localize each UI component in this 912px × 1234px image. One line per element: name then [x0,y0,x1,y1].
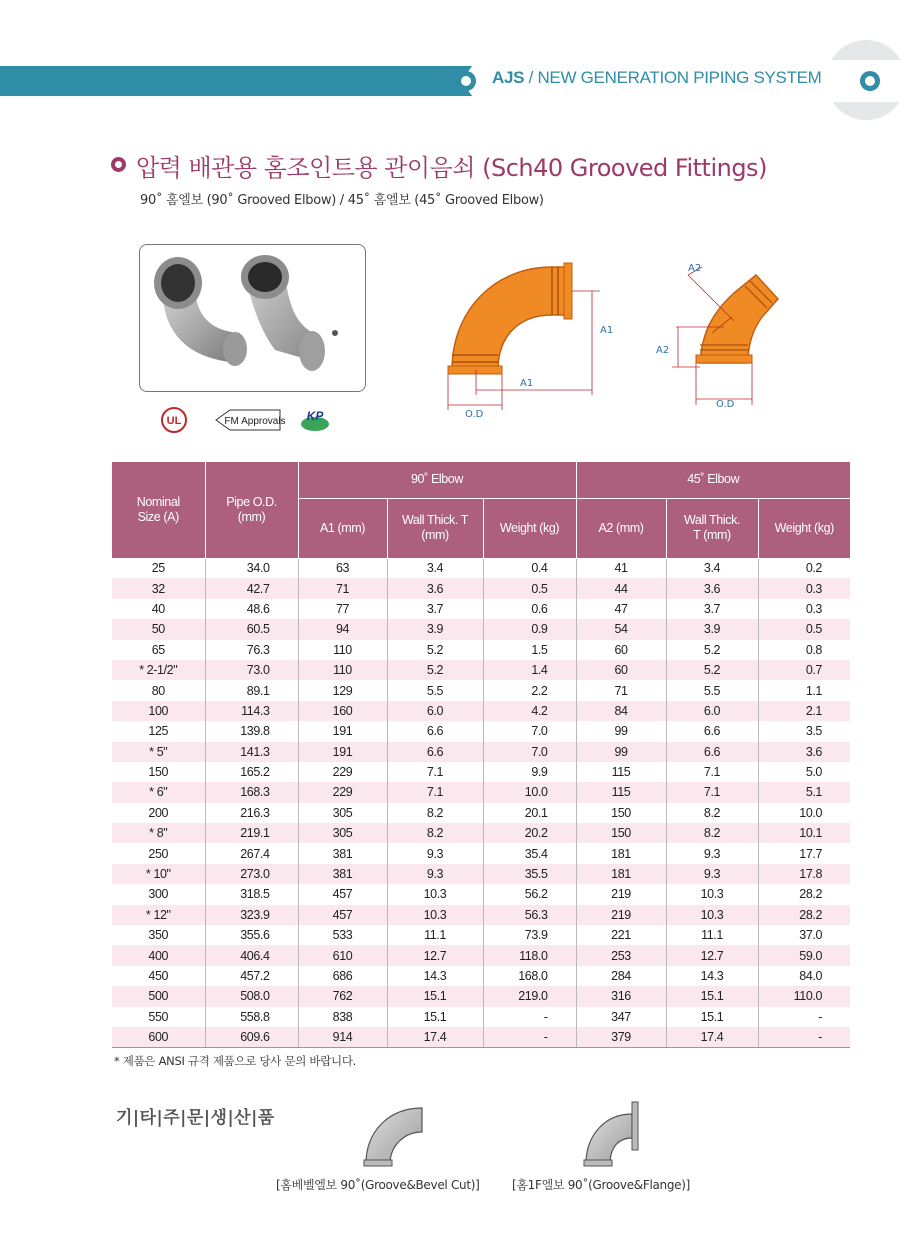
table-cell: 141.3 [205,742,298,762]
table-cell: 50 [112,619,205,639]
spec-table-body [112,558,850,1047]
table-cell: 44 [576,578,666,598]
table-cell: 191 [298,742,387,762]
table-cell: * 12" [112,905,205,925]
table-cell: 3.4 [666,558,758,578]
table-row [112,986,850,1006]
table-cell: 10.3 [666,905,758,925]
table-cell: 65 [112,640,205,660]
table-cell: 11.1 [387,925,483,945]
table-cell: 4.2 [483,701,576,721]
page-title: 압력 배관용 홈조인트용 관이음쇠 (Sch40 Grooved Fittings) [136,154,767,182]
fm-approvals-logo: FM Approvals [224,416,286,427]
table-cell: 8.2 [666,803,758,823]
table-cell: 5.1 [758,782,850,802]
kp-logo: KP [306,409,324,423]
table-cell: 6.0 [387,701,483,721]
table-cell: 37.0 [799,928,822,943]
table-cell: 305 [298,803,387,823]
table-cell: 110 [298,640,387,660]
ul-logo: UL [166,415,182,427]
table-cell: 400 [112,945,205,965]
table-cell: 229 [298,762,387,782]
table-cell: 457 [298,884,387,904]
table-cell: 47 [576,599,666,619]
table-cell: 381 [298,864,387,884]
table-cell: 0.7 [758,660,850,680]
table-cell: 347 [576,1007,666,1027]
od-label-90: O.D [465,409,484,420]
table-cell: 20.2 [483,823,576,843]
table-cell: 8.2 [387,823,483,843]
table-row [112,925,850,945]
group-header-45-elbow: 45˚ Elbow [576,462,850,498]
table-cell: 229 [298,782,387,802]
table-cell: 0.3 [805,601,822,616]
table-cell: 71 [576,680,666,700]
table-cell: 273.0 [205,864,298,884]
table-row [112,884,850,904]
table-cell: 17.7 [799,846,822,861]
table-cell: * 10" [112,864,205,884]
table-cell: 7.0 [483,742,576,762]
table-row [112,1007,850,1027]
table-cell: 12.7 [387,945,483,965]
table-cell: 168.0 [483,966,576,986]
elbow-90-diagram [440,255,640,420]
table-cell: 34.0 [205,558,298,578]
table-cell: 11.1 [666,925,758,945]
group-header-90-elbow: 90˚ Elbow [298,462,576,498]
table-row [112,762,850,782]
table-cell: 28.2 [799,887,822,902]
table-cell: 115 [576,762,666,782]
table-cell: 379 [576,1027,666,1047]
table-cell: 10.3 [666,884,758,904]
table-cell: - [483,1027,576,1047]
caption-groove-bevel: [홈베벨엘보 90˚(Groove&Bevel Cut)] [276,1178,480,1192]
table-cell: 48.6 [205,599,298,619]
table-cell: 219.1 [205,823,298,843]
table-cell: 323.9 [205,905,298,925]
table-cell: - [818,1009,822,1024]
table-row [112,864,850,884]
table-cell: 7.1 [666,782,758,802]
table-cell: 9.9 [483,762,576,782]
table-cell: 17.4 [666,1027,758,1047]
table-cell: 71 [298,578,387,598]
table-row [112,599,850,619]
table-cell: 99 [576,721,666,741]
table-cell: 94 [298,619,387,639]
table-cell: 35.4 [483,843,576,863]
table-cell: 41 [576,558,666,578]
table-cell: 42.7 [205,578,298,598]
table-cell: 350 [112,925,205,945]
table-cell: 181 [576,864,666,884]
header-title [492,68,822,88]
table-cell: 150 [576,823,666,843]
spec-table [112,462,850,1048]
table-cell: 406.4 [205,945,298,965]
table-cell: 6.6 [666,721,758,741]
table-cell: 60 [576,640,666,660]
table-cell: 500 [112,986,205,1006]
table-row [112,905,850,925]
table-cell: 508.0 [205,986,298,1006]
col-header-a1: A1 (mm) [298,498,387,558]
table-cell: 165.2 [205,762,298,782]
table-cell: 9.3 [666,864,758,884]
table-cell: * 6" [112,782,205,802]
table-cell: 76.3 [205,640,298,660]
table-row [112,558,850,578]
table-cell: 1.4 [483,660,576,680]
table-cell: 9.3 [387,843,483,863]
table-cell: 200 [112,803,205,823]
elbow-45-diagram [652,255,782,415]
table-cell: 15.1 [387,1007,483,1027]
table-cell: 3.6 [758,742,850,762]
other-products-heading: 기|타|주|문|생|산|품 [116,1108,275,1128]
table-cell: 9.3 [666,843,758,863]
groove-bevel-elbow-image [360,1102,470,1174]
table-cell: 3.5 [805,724,822,739]
table-cell: 316 [576,986,666,1006]
table-cell: 450 [112,966,205,986]
table-cell: 10.0 [483,782,576,802]
table-cell: 0.5 [483,578,576,598]
table-cell: 5.5 [666,680,758,700]
table-cell: 35.5 [483,864,576,884]
table-cell: 20.1 [483,803,576,823]
table-cell: 84.0 [799,969,822,983]
table-cell: 110 [298,660,387,680]
table-row [112,782,850,802]
table-cell: 139.8 [205,721,298,741]
table-cell: 10.0 [799,805,822,820]
table-cell: 59.0 [758,945,850,965]
table-cell: 3.7 [387,599,483,619]
table-cell: 84 [576,701,666,721]
table-cell: 0.6 [483,599,576,619]
table-cell: 12.7 [666,945,758,965]
table-cell: 533 [298,925,387,945]
table-cell: 250 [112,843,205,863]
table-cell: 14.3 [666,966,758,986]
table-cell: 15.1 [666,1007,758,1027]
col-header-nominal-size: Nominal Size (A) [112,462,205,558]
table-cell: 56.3 [483,905,576,925]
table-cell: 191 [298,721,387,741]
table-cell: 558.8 [205,1007,298,1027]
table-cell: 0.2 [805,561,822,576]
table-cell: 219 [576,884,666,904]
table-cell: 5.2 [666,660,758,680]
table-cell: 2.2 [483,680,576,700]
table-cell: 114.3 [205,701,298,721]
table-cell: 1.5 [483,640,576,660]
table-cell: 7.0 [483,721,576,741]
table-cell: 1.1 [805,683,822,698]
section-bullet-icon [111,157,126,172]
table-cell: 118.0 [483,945,576,965]
table-row [112,823,850,843]
table-cell: 25 [112,558,205,578]
table-cell: 216.3 [205,803,298,823]
table-cell: 7.1 [387,762,483,782]
table-row [112,680,850,700]
brand-name: AJS [492,68,525,87]
a1-vertical-label: A1 [600,325,614,336]
table-cell: 3.6 [666,578,758,598]
table-row [112,742,850,762]
table-cell: 355.6 [205,925,298,945]
table-row [112,966,850,986]
table-cell: 40 [112,599,205,619]
table-cell: 253 [576,945,666,965]
col-header-weight-90: Weight (kg) [483,498,576,558]
table-cell: 914 [298,1027,387,1047]
table-row [112,945,850,965]
table-cell: 14.3 [387,966,483,986]
table-cell: 6.6 [387,742,483,762]
table-cell: 80 [112,680,205,700]
header-tagline: NEW GENERATION PIPING SYSTEM [537,68,822,87]
table-cell: 300 [112,884,205,904]
table-cell: 10.1 [758,823,850,843]
page-subtitle: 90˚ 홈엘보 (90˚ Grooved Elbow) / 45˚ 홈엘보 (45˚ Grooved Elbow) [140,193,544,208]
table-cell: 550 [112,1007,205,1027]
table-row [112,701,850,721]
table-cell: 762 [298,986,387,1006]
table-cell: 219 [576,905,666,925]
table-cell: 10.3 [387,905,483,925]
table-cell: 17.8 [758,864,850,884]
od-label-45: O.D [716,399,735,410]
table-row [112,619,850,639]
table-row [112,640,850,660]
table-cell: - [758,1027,850,1047]
table-cell: 99 [576,742,666,762]
col-header-wall-45: Wall Thick. T (mm) [666,498,758,558]
a2-top-label: A2 [688,263,702,274]
table-cell: 2.1 [758,701,850,721]
table-cell: 150 [576,803,666,823]
header-separator: / [524,68,538,87]
table-cell: 3.6 [387,578,483,598]
header-dot-icon [456,71,476,91]
table-cell: 100 [112,701,205,721]
table-cell: 115 [576,782,666,802]
table-cell: 221 [576,925,666,945]
table-cell: 7.1 [387,782,483,802]
table-cell: 0.9 [483,619,576,639]
table-cell: 5.2 [387,640,483,660]
table-cell: 129 [298,680,387,700]
product-photo [139,244,366,392]
table-cell: 168.3 [205,782,298,802]
table-cell: 686 [298,966,387,986]
a1-horizontal-label: A1 [520,378,534,389]
table-cell: 305 [298,823,387,843]
table-cell: 15.1 [387,986,483,1006]
table-cell: 3.7 [666,599,758,619]
col-header-weight-45: Weight (kg) [758,498,850,558]
table-cell: 267.4 [205,843,298,863]
table-cell: 60 [576,660,666,680]
table-cell: 60.5 [205,619,298,639]
table-cell: 600 [112,1027,205,1047]
table-cell: 56.2 [483,884,576,904]
table-row [112,578,850,598]
table-cell: 838 [298,1007,387,1027]
table-cell: 0.8 [805,642,822,657]
table-cell: 610 [298,945,387,965]
col-header-wall-90: Wall Thick. T (mm) [387,498,483,558]
table-cell: 28.2 [758,905,850,925]
table-cell: 219.0 [483,986,576,1006]
table-cell: 457.2 [205,966,298,986]
table-cell: 457 [298,905,387,925]
table-cell: * 8" [112,823,205,843]
table-cell: 3.4 [387,558,483,578]
table-row [112,721,850,741]
table-cell: 9.3 [387,864,483,884]
table-cell: 77 [298,599,387,619]
groove-flange-elbow-image [580,1100,650,1174]
table-cell: 0.4 [483,558,576,578]
table-cell: 318.5 [205,884,298,904]
table-cell: 181 [576,843,666,863]
table-cell: 6.6 [387,721,483,741]
table-cell: 609.6 [205,1027,298,1047]
table-cell: 89.1 [205,680,298,700]
table-cell: 3.9 [387,619,483,639]
table-cell: 17.4 [387,1027,483,1047]
table-cell: 6.6 [666,742,758,762]
caption-groove-flange: [홈1F엘보 90˚(Groove&Flange)] [512,1178,691,1192]
table-cell: 5.0 [805,765,822,780]
certification-logos [160,404,360,436]
col-header-a2: A2 (mm) [576,498,666,558]
table-cell: 381 [298,843,387,863]
table-cell: 125 [112,721,205,741]
header-end-dot-icon [860,71,880,91]
table-cell: 63 [298,558,387,578]
table-cell: 15.1 [666,986,758,1006]
a2-side-label: A2 [656,345,670,356]
table-cell: 5.2 [666,640,758,660]
table-cell: 10.3 [387,884,483,904]
table-cell: 0.5 [758,619,850,639]
table-cell: 73.0 [205,660,298,680]
table-cell: 5.5 [387,680,483,700]
table-cell: 150 [112,762,205,782]
table-cell: 6.0 [666,701,758,721]
table-row [112,843,850,863]
table-cell: 3.9 [666,619,758,639]
table-cell: 8.2 [387,803,483,823]
table-row [112,660,850,680]
table-cell: 0.3 [758,578,850,598]
table-cell: * 5" [112,742,205,762]
table-row [112,803,850,823]
table-cell: - [483,1007,576,1027]
table-cell: 32 [112,578,205,598]
col-header-pipe-od: Pipe O.D. (mm) [205,462,298,558]
table-cell: * 2-1/2" [112,660,205,680]
table-cell: 8.2 [666,823,758,843]
table-cell: 110.0 [758,986,850,1006]
table-row [112,1027,850,1047]
table-cell: 54 [576,619,666,639]
table-cell: 7.1 [666,762,758,782]
table-cell: 5.2 [387,660,483,680]
table-cell: 284 [576,966,666,986]
table-cell: 73.9 [483,925,576,945]
ansi-note: * 제품은 ANSI 규격 제품으로 당사 문의 바랍니다. [114,1054,357,1068]
table-cell: 160 [298,701,387,721]
